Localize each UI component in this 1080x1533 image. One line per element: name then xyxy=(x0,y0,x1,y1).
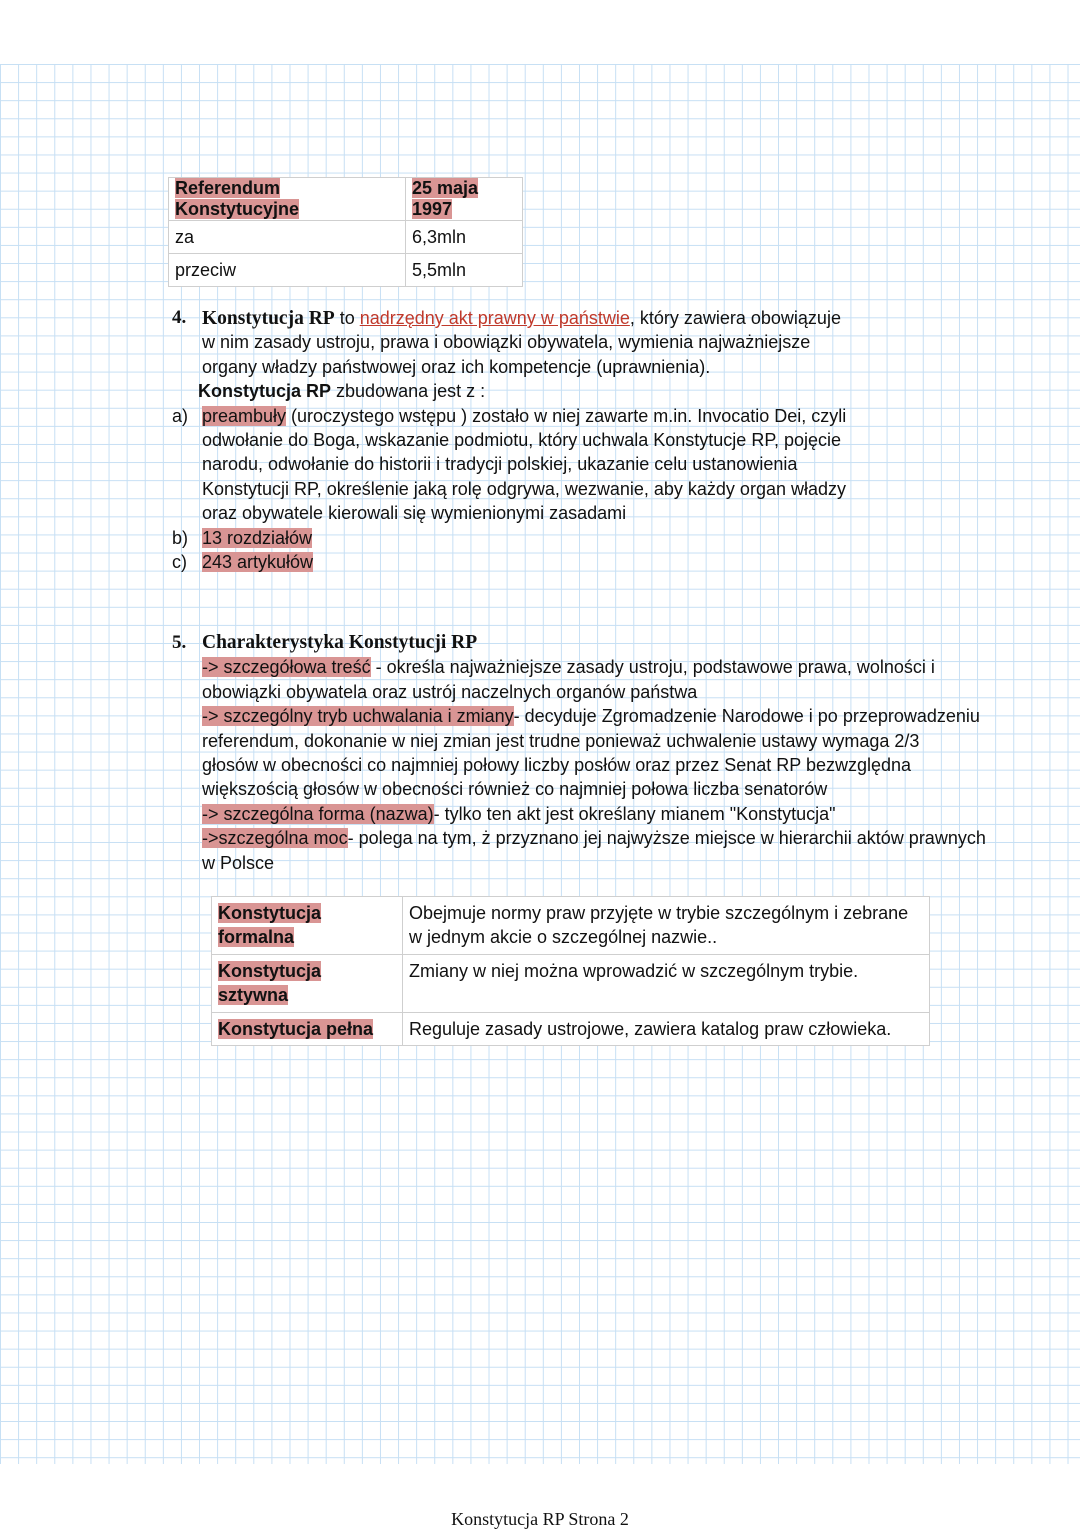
highlight: 243 artykułów xyxy=(202,551,314,572)
referendum-table xyxy=(168,177,523,287)
referendum-header-label: Referendum Konstytucyjne xyxy=(175,178,300,219)
highlight: ->szczególna moc xyxy=(202,828,348,849)
highlight: 13 rozdziałów xyxy=(202,527,313,548)
page-footer: Konstytucja RP Strona 2 xyxy=(451,1509,629,1529)
table-row xyxy=(169,254,523,287)
section-number: 4. xyxy=(172,307,187,328)
list-marker: a) xyxy=(172,405,189,426)
desc-line: Obejmuje normy praw przyjęte w trybie szczególnym i zebrane xyxy=(409,903,909,923)
key-definition-link: nadrzędny akt prawny w państwie xyxy=(359,308,630,328)
heading-text: Charakterystyka Konstytucji RP xyxy=(202,632,478,653)
table-row xyxy=(169,178,523,221)
highlight: preambuły xyxy=(202,405,287,426)
table-cell: przeciw xyxy=(169,254,406,287)
table-row xyxy=(212,954,930,1012)
highlight: -> szczególna forma (nazwa) xyxy=(202,803,434,824)
term-bold: Konstytucja RP xyxy=(202,308,335,329)
term-cell: Konstytucja sztywna xyxy=(218,960,322,1006)
desc-line: Reguluje zasady ustrojowe, zawiera katalog praw człowieka. xyxy=(409,1018,892,1039)
constitution-types-table xyxy=(211,896,930,1046)
table-row xyxy=(169,221,523,254)
table-cell: 5,5mln xyxy=(406,254,523,287)
desc-line: Zmiany w niej można wprowadzić w szczególnym trybie. xyxy=(409,960,859,981)
table-row xyxy=(212,897,930,955)
term-bold: Konstytucja RP xyxy=(198,381,332,402)
table-row xyxy=(212,1012,930,1045)
desc-line: w jednym akcie o szczególnej nazwie.. xyxy=(409,927,718,948)
referendum-header-date: 25 maja 1997 xyxy=(412,178,479,219)
term-cell: Konstytucja pełna xyxy=(218,1018,374,1039)
term-cell: Konstytucja formalna xyxy=(218,903,322,948)
section-number: 5. xyxy=(172,632,187,653)
highlight: -> szczegółowa treść xyxy=(202,657,371,678)
table-cell: 6,3mln xyxy=(406,221,523,254)
table-cell: za xyxy=(169,221,406,254)
list-marker: b) xyxy=(172,527,189,548)
list-marker: c) xyxy=(172,551,187,572)
highlight: -> szczególny tryb uchwalania i zmiany xyxy=(202,706,514,727)
